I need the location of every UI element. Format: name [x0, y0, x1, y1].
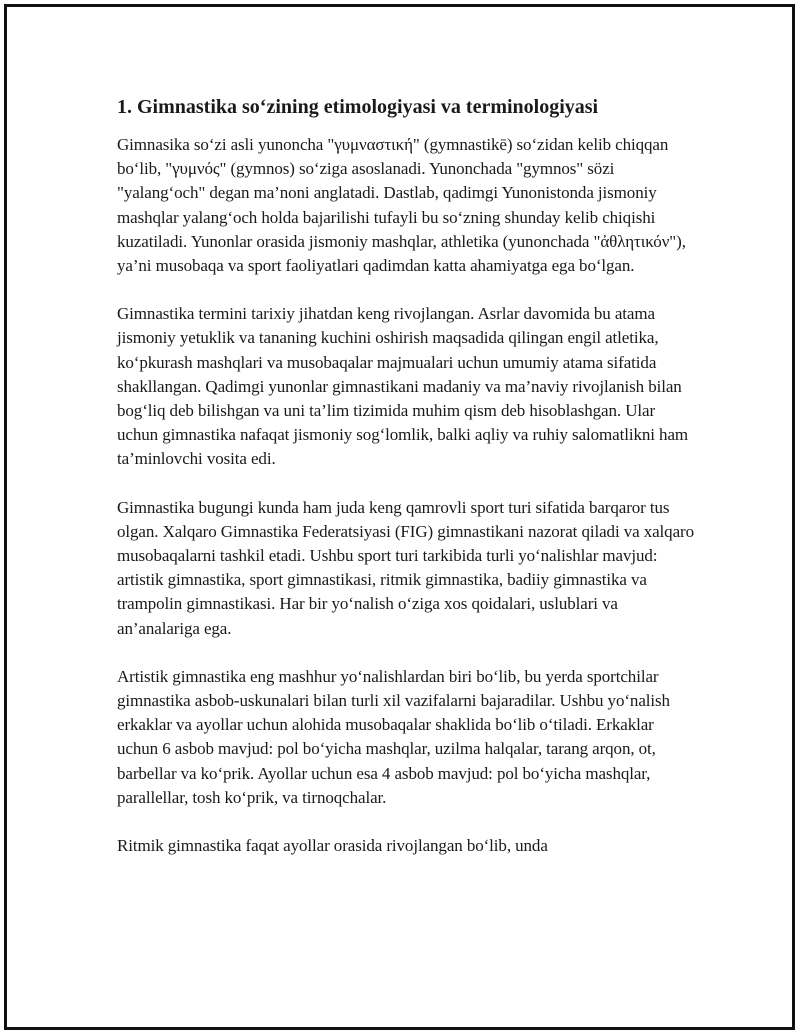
paragraph-modern-gymnastics: Gimnastika bugungi kunda ham juda keng qamrovli sport turi sifatida barqaror tus olgan. Xalqaro Gimnastika Federatsiyasi (FIG) gimnastikani nazorat qiladi va xalqaro musobaqalarni tashkil etadi. Ushbu sport turi tarkibida turli yo‘nalishlar mavjud: artistik gimnastika, sport gimnastikasi, ritmik gimnastika, badiiy gimnastika va trampolin gimnastikasi. Har bir yo‘nalish o‘ziga xos qoidalari, uslublari va an’analariga ega.: [117, 497, 694, 638]
paragraph-etymology: Gimnasika so‘zi asli yunoncha "γυμναστική" (gymnastikē) so‘zidan kelib chiqqan bo‘lib, "γυμνός" (gymnos) so‘ziga asoslanadi. Yunonchada "gymnos" sözi "yalang‘och" degan ma’noni anglatadi. Dastlab, qadimgi Yunonistonda jismoniy mashqlar yalang‘och holda bajarilishi tufayli bu so‘zning shunday kelib chiqishi kuzatiladi. Yunonlar orasida jismoniy mashqlar, athletika (yunonchada "ἀθλητικόν"), ya’ni musobaqa va sport faoliyatlari qadimdan katta ahamiyatga ega bo‘lgan.: [117, 135, 686, 276]
paragraph-artistic-gymnastics: Artistik gimnastika eng mashhur yo‘nalishlardan biri bo‘lib, bu yerda sportchilar gimnastika asbob-uskunalari bilan turli xil vazifalarni bajaradilar. Ushbu yo‘nalish erkaklar va ayollar uchun alohida musobaqalar shaklida bo‘lib o‘tiladi. Erkaklar uchun 6 asbob mavjud: pol bo‘yicha mashqlar, uzilma halqalar, tarang arqon, ot, barbellar va ko‘prik. Ayollar uchun esa 4 asbob mavjud: pol bo‘yicha mashqlar, parallellar, tosh ko‘prik, va tirnoqchalar.: [117, 666, 670, 807]
document-body: [117, 95, 697, 882]
section-title: 1. Gimnastika so‘zining etimologiyasi va terminologiyasi: [117, 96, 599, 118]
paragraph-terminology: Gimnastika termini tarixiy jihatdan keng rivojlangan. Asrlar davomida bu atama jismoniy yetuklik va tananing kuchini oshirish maqsadida qilingan engil atletika, ko‘pkurash mashqlari va musobaqalar majmualari uchun umumiy atama sifatida shakllangan. Qadimgi yunonlar gimnastikani madaniy va ma’naviy rivojlanish bilan bog‘liq deb bilishgan va uni ta’lim tizimida muhim qism deb hisoblashgan. Ular uchun gimnastika nafaqat jismoniy sog‘lomlik, balki aqliy va ruhiy salomatlikni ham ta’minlovchi vosita edi.: [117, 304, 689, 469]
paragraph-rhythmic-gymnastics: Ritmik gimnastika faqat ayollar orasida rivojlangan bo‘lib, unda: [117, 836, 548, 856]
